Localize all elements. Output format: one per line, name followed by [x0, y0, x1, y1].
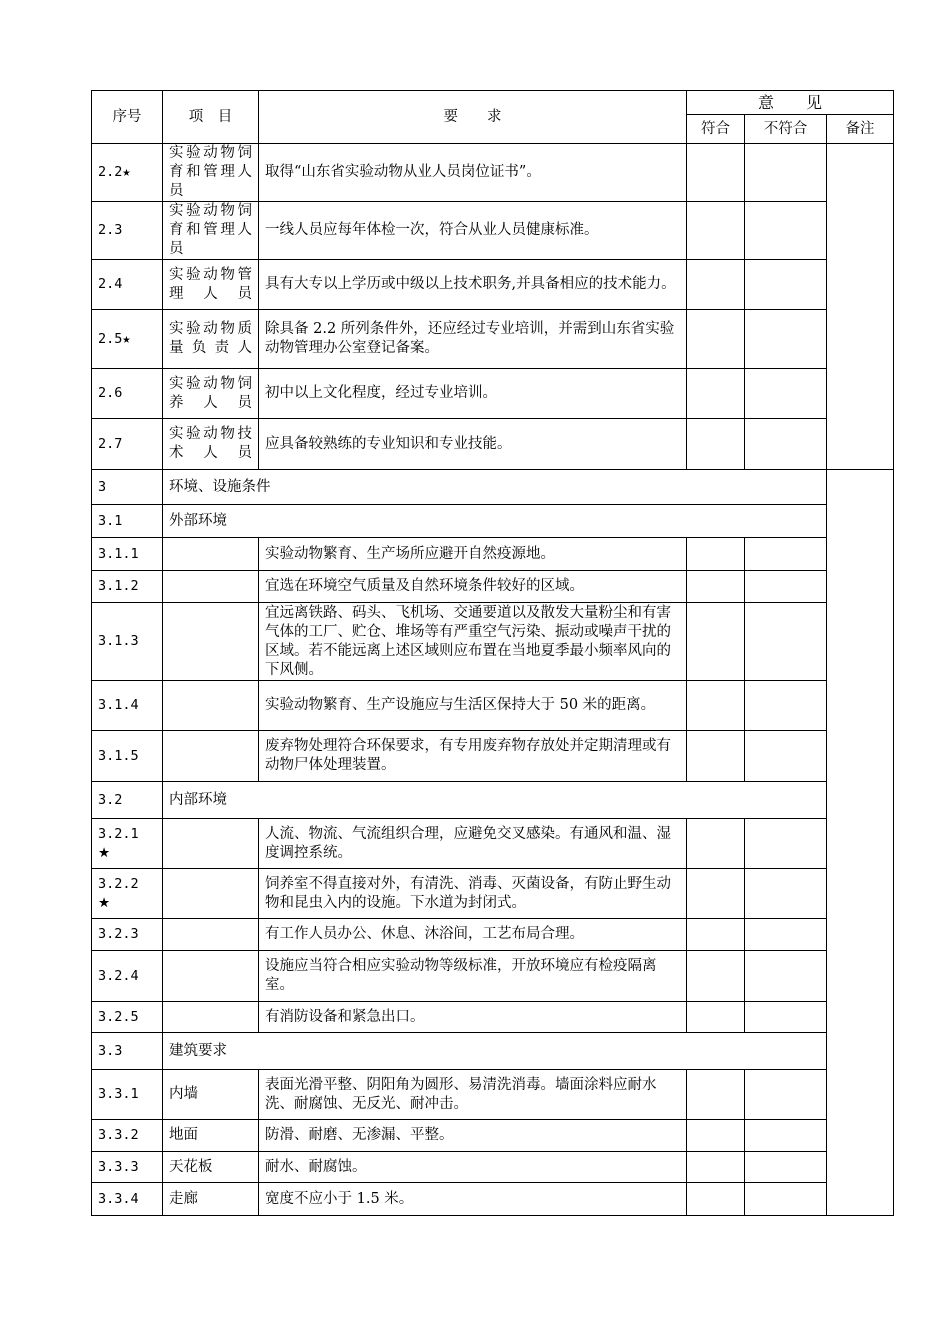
row-requirement: 有工作人员办公、休息、沐浴间，工艺布局合理。	[259, 919, 687, 951]
row-requirement: 人流、物流、气流组织合理，应避免交叉感染。有通风和温、湿度调控系统。	[259, 819, 687, 869]
row-number: 2.3	[92, 202, 163, 260]
section-number: 3.2	[92, 782, 163, 819]
conform-cell[interactable]	[687, 819, 745, 869]
header-opinion: 意 见	[687, 91, 894, 115]
row-requirement: 实验动物繁育、生产设施应与生活区保持大于 50 米的距离。	[259, 681, 687, 731]
row-item	[163, 819, 259, 869]
row-number: 2.7	[92, 419, 163, 470]
table-row	[92, 919, 894, 951]
nonconform-cell[interactable]	[745, 1183, 827, 1216]
row-item: 内墙	[163, 1070, 259, 1120]
row-number: 3.1.4	[92, 681, 163, 731]
row-item	[163, 869, 259, 919]
nonconform-cell[interactable]	[745, 1152, 827, 1183]
row-requirement: 设施应当符合相应实验动物等级标准，开放环境应有检疫隔离室。	[259, 951, 687, 1002]
row-item	[163, 603, 259, 681]
remark-cell[interactable]	[827, 144, 894, 470]
row-item	[163, 571, 259, 603]
nonconform-cell[interactable]	[745, 603, 827, 681]
section-row	[92, 1033, 894, 1070]
conform-cell[interactable]	[687, 1152, 745, 1183]
row-number: 2.5★	[92, 310, 163, 369]
row-requirement: 取得“山东省实验动物从业人员岗位证书”。	[259, 144, 687, 202]
row-item: 实验动物管理人员	[163, 260, 259, 310]
row-number: 3.3.2	[92, 1120, 163, 1152]
row-number: 3.3.3	[92, 1152, 163, 1183]
row-number: 2.6	[92, 369, 163, 419]
conform-cell[interactable]	[687, 1002, 745, 1033]
row-requirement: 实验动物繁育、生产场所应避开自然疫源地。	[259, 538, 687, 571]
conform-cell[interactable]	[687, 1070, 745, 1120]
conform-cell[interactable]	[687, 951, 745, 1002]
nonconform-cell[interactable]	[745, 681, 827, 731]
table-row	[92, 202, 894, 260]
row-item	[163, 951, 259, 1002]
conform-cell[interactable]	[687, 571, 745, 603]
table-row	[92, 603, 894, 681]
conform-cell[interactable]	[687, 369, 745, 419]
row-requirement: 防滑、耐磨、无渗漏、平整。	[259, 1120, 687, 1152]
nonconform-cell[interactable]	[745, 260, 827, 310]
nonconform-cell[interactable]	[745, 919, 827, 951]
nonconform-cell[interactable]	[745, 202, 827, 260]
row-item	[163, 919, 259, 951]
row-requirement: 耐水、耐腐蚀。	[259, 1152, 687, 1183]
header-remark: 备注	[827, 115, 894, 144]
row-item: 走廊	[163, 1183, 259, 1216]
conform-cell[interactable]	[687, 144, 745, 202]
header-row	[92, 91, 894, 115]
row-requirement: 宜远离铁路、码头、飞机场、交通要道以及散发大量粉尘和有害气体的工厂、贮仓、堆场等有严重空气污染、振动或噪声干扰的区域。若不能远离上述区域则应布置在当地夏季最小频率风向的下风侧。	[259, 603, 687, 681]
row-number: 3.1.1	[92, 538, 163, 571]
table-row	[92, 260, 894, 310]
row-item	[163, 538, 259, 571]
table-row	[92, 571, 894, 603]
star-icon: ★	[98, 844, 111, 861]
row-number: 3.3.1	[92, 1070, 163, 1120]
row-item: 实验动物饲育和管理人员	[163, 144, 259, 202]
section-number: 3.3	[92, 1033, 163, 1070]
row-item: 实验动物质量负责人	[163, 310, 259, 369]
table-row	[92, 1070, 894, 1120]
conform-cell[interactable]	[687, 260, 745, 310]
nonconform-cell[interactable]	[745, 144, 827, 202]
row-requirement: 废弃物处理符合环保要求，有专用废弃物存放处并定期清理或有动物尸体处理装置。	[259, 731, 687, 782]
table-row	[92, 731, 894, 782]
conform-cell[interactable]	[687, 419, 745, 470]
table-row	[92, 1120, 894, 1152]
table-row	[92, 1152, 894, 1183]
section-number: 3.1	[92, 505, 163, 538]
row-number: 3.2.3	[92, 919, 163, 951]
conform-cell[interactable]	[687, 310, 745, 369]
inspection-table	[91, 90, 894, 1216]
row-number-text: 3.2.2	[98, 875, 139, 892]
conform-cell[interactable]	[687, 731, 745, 782]
nonconform-cell[interactable]	[745, 1120, 827, 1152]
section-number: 3	[92, 470, 163, 505]
table-row	[92, 951, 894, 1002]
header-conform: 符合	[687, 115, 745, 144]
row-number: 3.2.4	[92, 951, 163, 1002]
table-row	[92, 1183, 894, 1216]
table-row	[92, 538, 894, 571]
row-requirement: 宜选在环境空气质量及自然环境条件较好的区域。	[259, 571, 687, 603]
conform-cell[interactable]	[687, 919, 745, 951]
table-row	[92, 869, 894, 919]
table-row	[92, 819, 894, 869]
conform-cell[interactable]	[687, 1183, 745, 1216]
nonconform-cell[interactable]	[745, 869, 827, 919]
row-number: 3.1.2	[92, 571, 163, 603]
row-item	[163, 1002, 259, 1033]
section-title: 环境、设施条件	[163, 470, 827, 505]
row-item: 实验动物饲育和管理人员	[163, 202, 259, 260]
conform-cell[interactable]	[687, 603, 745, 681]
row-requirement: 初中以上文化程度，经过专业培训。	[259, 369, 687, 419]
remark-cell[interactable]	[827, 470, 894, 1216]
nonconform-cell[interactable]	[745, 419, 827, 470]
header-item: 项 目	[163, 91, 259, 144]
header-requirement: 要 求	[259, 91, 687, 144]
conform-cell[interactable]	[687, 869, 745, 919]
row-requirement: 表面光滑平整、阴阳角为圆形、易清洗消毒。墙面涂料应耐水洗、耐腐蚀、无反光、耐冲击。	[259, 1070, 687, 1120]
header-nonconform: 不符合	[745, 115, 827, 144]
table-row	[92, 144, 894, 202]
section-title: 内部环境	[163, 782, 827, 819]
nonconform-cell[interactable]	[745, 1070, 827, 1120]
row-requirement: 有消防设备和紧急出口。	[259, 1002, 687, 1033]
row-requirement: 应具备较熟练的专业知识和专业技能。	[259, 419, 687, 470]
row-number: 3.1.5	[92, 731, 163, 782]
nonconform-cell[interactable]	[745, 951, 827, 1002]
row-item: 天花板	[163, 1152, 259, 1183]
nonconform-cell[interactable]	[745, 369, 827, 419]
table-row	[92, 310, 894, 369]
table-row	[92, 1002, 894, 1033]
row-number	[92, 869, 163, 919]
table-row	[92, 419, 894, 470]
section-row	[92, 505, 894, 538]
row-item	[163, 731, 259, 782]
row-requirement: 除具备 2.2 所列条件外，还应经过专业培训，并需到山东省实验动物管理办公室登记备案。	[259, 310, 687, 369]
row-number-text: 3.2.1	[98, 825, 139, 842]
conform-cell[interactable]	[687, 681, 745, 731]
row-requirement: 一线人员应每年体检一次，符合从业人员健康标准。	[259, 202, 687, 260]
header-seq: 序号	[92, 91, 163, 144]
conform-cell[interactable]	[687, 538, 745, 571]
star-icon: ★	[98, 894, 111, 911]
section-title: 外部环境	[163, 505, 827, 538]
conform-cell[interactable]	[687, 202, 745, 260]
row-item	[163, 681, 259, 731]
row-requirement: 宽度不应小于 1.5 米。	[259, 1183, 687, 1216]
nonconform-cell[interactable]	[745, 571, 827, 603]
row-number: 2.2★	[92, 144, 163, 202]
row-item: 地面	[163, 1120, 259, 1152]
nonconform-cell[interactable]	[745, 731, 827, 782]
row-number: 3.2.5	[92, 1002, 163, 1033]
row-requirement: 具有大专以上学历或中级以上技术职务,并具备相应的技术能力。	[259, 260, 687, 310]
section-row	[92, 470, 894, 505]
nonconform-cell[interactable]	[745, 538, 827, 571]
row-number: 3.1.3	[92, 603, 163, 681]
nonconform-cell[interactable]	[745, 819, 827, 869]
section-row	[92, 782, 894, 819]
row-number	[92, 819, 163, 869]
row-requirement: 饲养室不得直接对外，有清洗、消毒、灭菌设备，有防止野生动物和昆虫入内的设施。下水道为封闭式。	[259, 869, 687, 919]
row-number: 3.3.4	[92, 1183, 163, 1216]
row-item: 实验动物饲养人员	[163, 369, 259, 419]
table-row	[92, 681, 894, 731]
table-row	[92, 369, 894, 419]
row-item: 实验动物技术人员	[163, 419, 259, 470]
nonconform-cell[interactable]	[745, 1002, 827, 1033]
row-number: 2.4	[92, 260, 163, 310]
section-title: 建筑要求	[163, 1033, 827, 1070]
nonconform-cell[interactable]	[745, 310, 827, 369]
conform-cell[interactable]	[687, 1120, 745, 1152]
